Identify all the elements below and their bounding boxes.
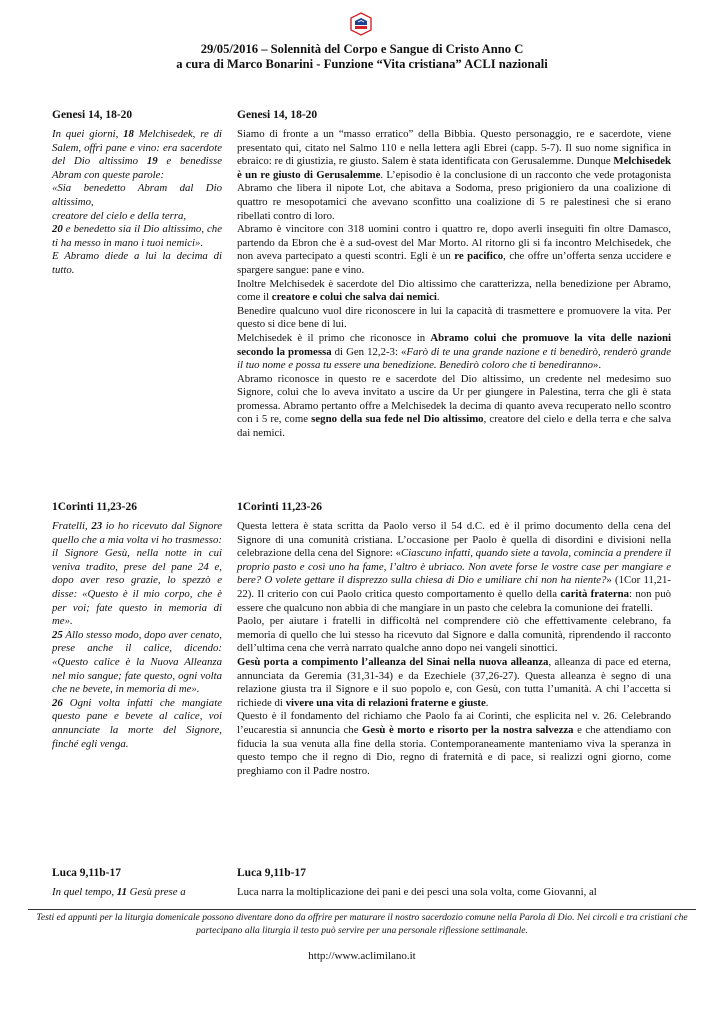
paragraph	[237, 710, 671, 778]
reading-heading-right: Genesi 14, 18-20	[237, 109, 318, 121]
text-run: Fratelli,	[52, 520, 92, 532]
commentary-text	[237, 128, 671, 441]
footer-note: Testi ed appunti per la liturgia domenicale possono diventare dono da offrire per maturare il nostro sacerdozio comune nella Parola di Dio. Nei circoli e tra cristiani che partecipano alla liturgia il testo può servire per una personale riflessione settimanale.	[36, 912, 688, 936]
scripture-text	[52, 128, 222, 278]
text-run: : non può essere che qualcuno non abbia di che mangiare in un pasto che celebra la comunione dei fratelli.	[237, 587, 671, 614]
website-link[interactable]: http://www.aclimilano.it	[308, 950, 416, 962]
text-run: , alleanza di pace ed eterna, annunciata da Geremia (31,31-34) e da Ezechiele (37,26-27). Questa alleanza è segno di una relazione giusta tra il Signore e il suo popolo e, con Gesù, con tutta l’umanità. A chi l’accetta si richiede di	[237, 655, 671, 709]
text-run: Allo stesso modo, dopo aver cenato, prese anche il calice, dicendo: «Questo calice è la Nuova Alleanza nel mio sangue; fate questo, ogni volta che ne bevete, in memoria di me».	[52, 628, 222, 696]
italic-text: Ciascuno infatti, quando siete a tavola, comincia a prendere il proprio pasto e così uno ha fame, l’altro è ubriaco. Non avete forse le vostre case per mangiare e bere? O volete gettare il disprezzo sulla chiesa di Dio e umiliare chi non ha niente?	[237, 547, 671, 587]
bold-text: re pacifico	[454, 250, 504, 263]
text-run: Abramo riconosce in questo re e sacerdote del Dio altissimo, un credente nel medesimo suo Signore, colui che lo aveva invitato a uscire da Ur per giungere in Palestina, terra che gli è stata promessa. Abramo pertanto offre a Melchisedek la decima di quanto aveva recuperato nello scontro con i 5 re, come	[237, 372, 671, 426]
text-run: Inoltre Melchisedek è sacerdote del Dio altissimo che caratterizza, nella benedizione per Abramo, come il	[237, 277, 671, 304]
paragraph	[52, 250, 222, 277]
text-run: , che offre un’offerta senza uccidere e spargere sangue: pane e vino.	[237, 250, 671, 276]
text-run: Siamo di fronte a un “masso erratico” della Bibbia. Questo personaggio, re e sacerdote, viene presentato qui, citato nel Salmo 110 e nella lettera agli Ebrei (capp. 5-7). Il suo nome significa in ebraico: re di giustizia, re giusto. Salem è stata identificata con Gerusalemme. Dunque	[237, 128, 671, 168]
text-run: Gesù prese a	[126, 886, 186, 898]
paragraph	[237, 305, 671, 332]
paragraph	[237, 278, 671, 305]
text-run: .	[436, 291, 440, 304]
bold-text: creatore e colui che salva dai nemici	[271, 291, 437, 304]
text-run: Ogni volta infatti che mangiate questo pane e bevete al calice, voi annunciate la morte del Signore, finché egli venga.	[52, 696, 222, 750]
text-run: . L’episodio è la conclusione di un racconto che vede protagonista Abramo che libera il nipote Lot, che abitava a Sodoma, preso prigioniero da una coalizione di quattro re mesopotamici che avevano sconfitto una coalizione di 5 re palestinesi che si erano ribellati contro di loro.	[237, 168, 671, 222]
paragraph	[237, 373, 671, 441]
text-run: Melchisedek è il primo che riconosce in	[237, 331, 431, 344]
text-run: io ho ricevuto dal Signore quello che a mia volta vi ho trasmesso: il Signore Gesù, nella notte in cui veniva tradito, prese del pane 24 e, dopo aver reso grazie, lo spezzò e disse: «Questo è il mio corpo, che è per voi; fate questo in memoria di me».	[52, 520, 222, 628]
text-run: Melchìsedek, re di Salem, offrì pane e vino: era sacerdote del Dio altissimo	[52, 128, 222, 168]
text-run: di Gen 12,2-3: «	[331, 345, 407, 358]
bold-text: Gesù porta a compimento l’alleanza del Sinai nella nuova alleanza	[237, 655, 549, 668]
paragraph	[237, 520, 671, 615]
reading-heading-left: Luca 9,11b-17	[52, 867, 122, 879]
text-run: e che attendiamo con fiducia la sua venuta alla fine della storia. Contemporaneamente manteniamo viva la speranza in questo tempo che il regno di Dio, regno di fraternità e di pace, si realizzi ogni giorno, come preghiamo con il Padre nostro.	[237, 723, 672, 777]
text-run: Paolo, per aiutare i fratelli in difficoltà nel comprendere ciò che effettivamente celebrano, fa memoria di quello che lui stesso ha ricevuto dal Signore e dalla comunità, riprendendo il racconto dell’ultima cena che verrà narrato qualche anno dopo nei vangeli sinottici.	[237, 615, 671, 655]
commentary-text	[237, 520, 671, 778]
text-run: «Sia benedetto Abram dal Dio altissimo,	[52, 182, 222, 208]
paragraph	[52, 886, 222, 900]
title-line-1: 29/05/2016 – Solennità del Corpo e Sangue di Cristo Anno C	[200, 42, 524, 56]
scripture-text	[52, 886, 222, 900]
bold-text: 25	[52, 628, 63, 641]
bold-text: Gesù è morto e risorto per la nostra salvezza	[362, 723, 574, 736]
bold-text: carità fraterna	[560, 587, 630, 600]
text-run: ».	[593, 359, 602, 372]
paragraph	[52, 697, 222, 751]
bold-text: 26	[52, 696, 63, 709]
bold-text: 19	[146, 155, 158, 168]
text-run: e benedisse Abram con queste parole:	[52, 155, 222, 181]
paragraph	[52, 223, 222, 250]
bold-text: Abramo colui che promuove la vita delle nazioni secondo la promessa	[237, 331, 671, 358]
footer-divider	[28, 909, 696, 910]
text-run: In quel tempo,	[52, 886, 117, 898]
title-line-2: a cura di Marco Bonarini - Funzione “Vita cristiana” ACLI nazionali	[176, 57, 548, 71]
bold-text: 11	[116, 886, 127, 898]
text-run: .	[485, 696, 489, 709]
text-run: E Abramo diede a lui la decima di tutto.	[52, 250, 222, 276]
text-run: , creatore del cielo e della terra e che salva dai nemici.	[237, 413, 672, 440]
bold-text: 23	[91, 520, 103, 532]
reading-heading-left: Genesi 14, 18-20	[52, 109, 133, 121]
text-run: » (1Cor 11,21-22). Il criterio con cui Paolo critica questo comportamento è quello della	[237, 574, 671, 600]
text-run: Questo è il fondamento del richiamo che Paolo fa ai Corinti, che esplicita nel v. 26. Celebrando l’eucarestia si annuncia che	[237, 710, 671, 736]
reading-heading-right: 1Corinti 11,23-26	[237, 501, 322, 513]
bold-text: 18	[123, 128, 134, 140]
text-run: Questa lettera è stata scritta da Paolo verso il 54 d.C. ed è il primo documento della cena del Signore di una comunità cristiana. L’occasione per Paolo è quella di disordini e divisioni nella celebrazione della cena del Signore: «	[237, 520, 671, 560]
text-run: In quei giorni,	[52, 128, 124, 140]
commentary-text	[237, 886, 671, 900]
text-run: Luca narra la moltiplicazione dei pani e dei pesci una sola volta, come Giovanni, al	[237, 886, 597, 898]
paragraph	[52, 210, 222, 224]
paragraph	[237, 886, 671, 900]
paragraph	[237, 223, 671, 277]
paragraph	[52, 629, 222, 697]
text-run: Abramo è vincitore con 318 uomini contro i quattro re, dopo averli inseguiti fin oltre Damasco, partendo da Ebron che è a sud-ovest del Mar Morto. Al ritorno gli si fa incontro Melchisedek, che non aveva partecipato a questi scontri. Egli è un	[237, 223, 671, 263]
text-run: Benedire qualcuno vuol dire riconoscere in lui la capacità di trasmettere e promuovere la vita. Per questo si dice bene di lui.	[237, 304, 671, 331]
bold-text: 20	[52, 223, 63, 236]
paragraph	[237, 332, 671, 373]
paragraph	[237, 615, 671, 656]
paragraph	[52, 128, 222, 182]
bold-text: segno della sua fede nel Dio altissimo	[311, 413, 484, 426]
paragraph	[237, 128, 671, 223]
italic-text: Farò di te una grande nazione e ti benedirò, renderò grande il tuo nome e possa tu essere una benedizione. Benedirò coloro che ti benediranno	[237, 345, 671, 372]
paragraph	[237, 656, 671, 710]
acli-logo-icon	[350, 12, 372, 36]
document-title	[0, 42, 724, 72]
scripture-text	[52, 520, 222, 751]
text-run: e benedetto sia il Dio altissimo, che ti ha messo in mano i tuoi nemici».	[52, 223, 222, 249]
bold-text: vivere una vita di relazioni fraterne e giuste	[285, 696, 486, 709]
reading-heading-left: 1Corinti 11,23-26	[52, 501, 137, 513]
bold-text: Melchisedek è un re giusto di Gerusalemme	[237, 155, 671, 181]
paragraph	[52, 182, 222, 209]
text-run: creatore del cielo e della terra,	[52, 209, 187, 222]
reading-heading-right: Luca 9,11b-17	[237, 867, 307, 879]
paragraph	[52, 520, 222, 629]
